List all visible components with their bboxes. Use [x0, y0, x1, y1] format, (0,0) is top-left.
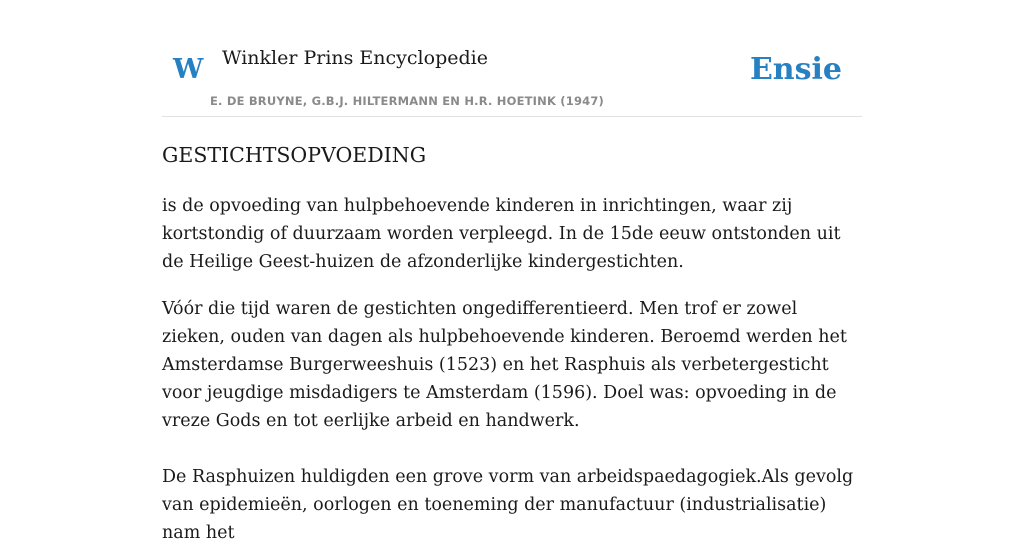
- article: [162, 138, 862, 547]
- article-title: GESTICHTSOPVOEDING: [162, 143, 427, 167]
- article-paragraph: Vóór die tijd waren de gestichten ongedifferentieerd. Men trof er zowel zieken, ouden van dagen als hulpbehoevende kinderen. Beroemd werden het Amsterdamse Burgerweeshuis (1523) en het Rasphuis als verbetergesticht voor jeugdige misdadigers te Amsterdam (1596). Doel was: opvoeding in de vreze Gods en tot eerlijke arbeid en handwerk.: [162, 299, 847, 431]
- publication-header: [162, 0, 862, 117]
- article-paragraph: is de opvoeding van hulpbehoevende kinderen in inrichtingen, waar zij kortstondig of duurzaam worden verpleegd. In de 15de eeuw ontstonden uit de Heilige Geest-huizen de afzonderlijke kindergestichten.: [162, 196, 841, 272]
- publication-logo-icon[interactable]: W: [173, 54, 204, 85]
- publication-title-link[interactable]: Winkler Prins Encyclopedie: [222, 47, 488, 69]
- publication-authors: E. DE BRUYNE, G.B.J. HILTERMANN EN H.R. HOETINK (1947): [210, 94, 605, 108]
- article-paragraph: De Rasphuizen huldigden een grove vorm van arbeidspaedagogiek.Als gevolg van epidemieën, oorlogen en toeneming der manufactuur (industrialisatie) nam het: [162, 467, 854, 543]
- ensie-logo-link[interactable]: Ensie: [749, 52, 842, 87]
